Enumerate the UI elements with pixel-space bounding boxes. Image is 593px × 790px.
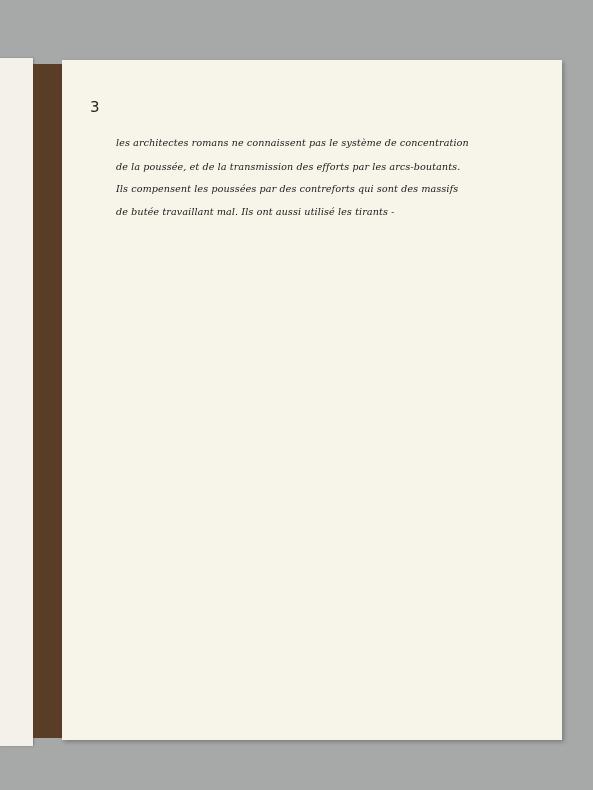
- paragraph-line: de butée travaillant mal. Ils ont aussi utilisé les tirants -: [116, 207, 395, 218]
- left-page-edge: [0, 58, 33, 746]
- document-page: [62, 60, 562, 740]
- paragraph-line: les architectes romans ne connaissent pas le système de concentration: [116, 138, 469, 149]
- binding-board: [33, 64, 63, 738]
- page-number: 3: [90, 98, 100, 116]
- paragraph-line: Ils compensent les poussées par des contreforts qui sont des massifs: [116, 184, 459, 195]
- paragraph-line: de la poussée, et de la transmission des efforts par les arcs-boutants.: [116, 162, 461, 173]
